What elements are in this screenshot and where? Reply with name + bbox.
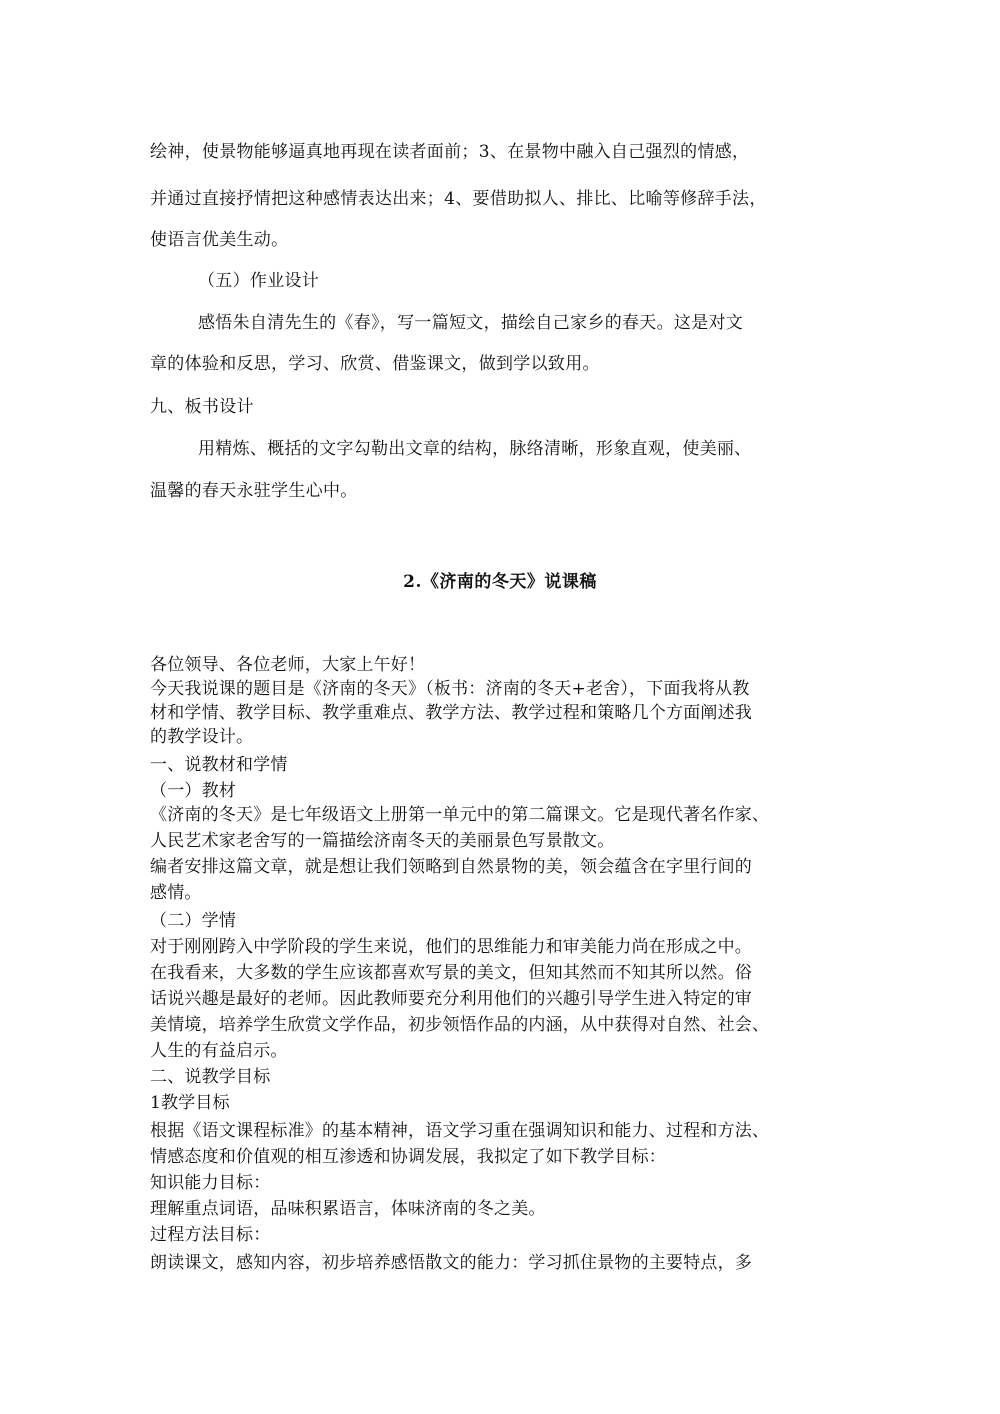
paragraph-line: 使语言优美生动。 bbox=[150, 230, 289, 250]
paragraph-line: 对于刚刚跨入中学阶段的学生来说，他们的思维能力和审美能力尚在形成之中。 bbox=[150, 937, 752, 957]
paragraph-line: 根据《语文课程标准》的基本精神，语文学习重在强调知识和能力、过程和方法、 bbox=[150, 1121, 770, 1141]
subsection-heading: （一）教材 bbox=[150, 781, 236, 801]
paragraph-line: 美情境，培养学生欣赏文学作品，初步领悟作品的内涵，从中获得对自然、社会、 bbox=[150, 1015, 770, 1035]
paragraph-line: 在我看来，大多数的学生应该都喜欢写景的美文，但知其然而不知其所以然。俗 bbox=[150, 963, 752, 983]
subsection-heading: （五）作业设计 bbox=[198, 271, 320, 291]
paragraph-line: 绘神，使景物能够逼真地再现在读者面前；3、在景物中融入自己强烈的情感， bbox=[150, 142, 750, 162]
paragraph-line: 感情。 bbox=[150, 883, 202, 903]
paragraph-line: 并通过直接抒情把这种感情表达出来；4、要借助拟人、排比、比喻等修辞手法， bbox=[150, 189, 767, 209]
paragraph-line: 《济南的冬天》是七年级语文上册第一单元中的第二篇课文。它是现代著名作家、 bbox=[150, 805, 770, 825]
section-heading: 九、板书设计 bbox=[150, 397, 254, 417]
paragraph-line: 温馨的春天永驻学生心中。 bbox=[150, 481, 358, 501]
paragraph-line: 人生的有益启示。 bbox=[150, 1041, 288, 1061]
paragraph-line: 感悟朱自清先生的《春》，写一篇短文，描绘自己家乡的春天。这是对文 bbox=[198, 313, 744, 333]
paragraph-line: 章的体验和反思，学习、欣赏、借鉴课文，做到学以致用。 bbox=[150, 354, 600, 374]
section-title: 2.《济南的冬天》说课稿 bbox=[403, 572, 597, 592]
paragraph-line: 人民艺术家老舍写的一篇描绘济南冬天的美丽景色写景散文。 bbox=[150, 831, 615, 851]
paragraph-line: 今天我说课的题目是《济南的冬天》（板书：济南的冬天+老舍），下面我将从教 bbox=[150, 679, 750, 699]
paragraph-line: 编者安排这篇文章，就是想让我们领略到自然景物的美，领会蕴含在字里行间的 bbox=[150, 857, 752, 877]
section-heading: 一、说教材和学情 bbox=[150, 755, 288, 775]
paragraph-line: 话说兴趣是最好的老师。因此教师要充分利用他们的兴趣引导学生进入特定的审 bbox=[150, 989, 752, 1009]
paragraph-line: 朗读课文，感知内容，初步培养感悟散文的能力：学习抓住景物的主要特点，多 bbox=[150, 1253, 752, 1273]
paragraph-line: 知识能力目标： bbox=[150, 1173, 271, 1193]
paragraph-line: 用精炼、概括的文字勾勒出文章的结构，脉络清晰，形象直观，使美丽、 bbox=[198, 439, 752, 459]
subsection-heading: 1教学目标 bbox=[150, 1093, 230, 1113]
paragraph-line: 材和学情、教学目标、教学重难点、教学方法、教学过程和策略几个方面阐述我 bbox=[150, 703, 752, 723]
paragraph-line: 过程方法目标： bbox=[150, 1225, 271, 1245]
subsection-heading: （二）学情 bbox=[150, 911, 236, 931]
section-heading: 二、说教学目标 bbox=[150, 1067, 271, 1087]
paragraph-line: 情感态度和价值观的相互渗透和协调发展，我拟定了如下教学目标： bbox=[150, 1147, 666, 1167]
paragraph-line: 各位领导、各位老师，大家上午好！ bbox=[150, 655, 426, 675]
paragraph-line: 的教学设计。 bbox=[150, 727, 254, 747]
paragraph-line: 理解重点词语，品味积累语言，体味济南的冬之美。 bbox=[150, 1199, 546, 1219]
